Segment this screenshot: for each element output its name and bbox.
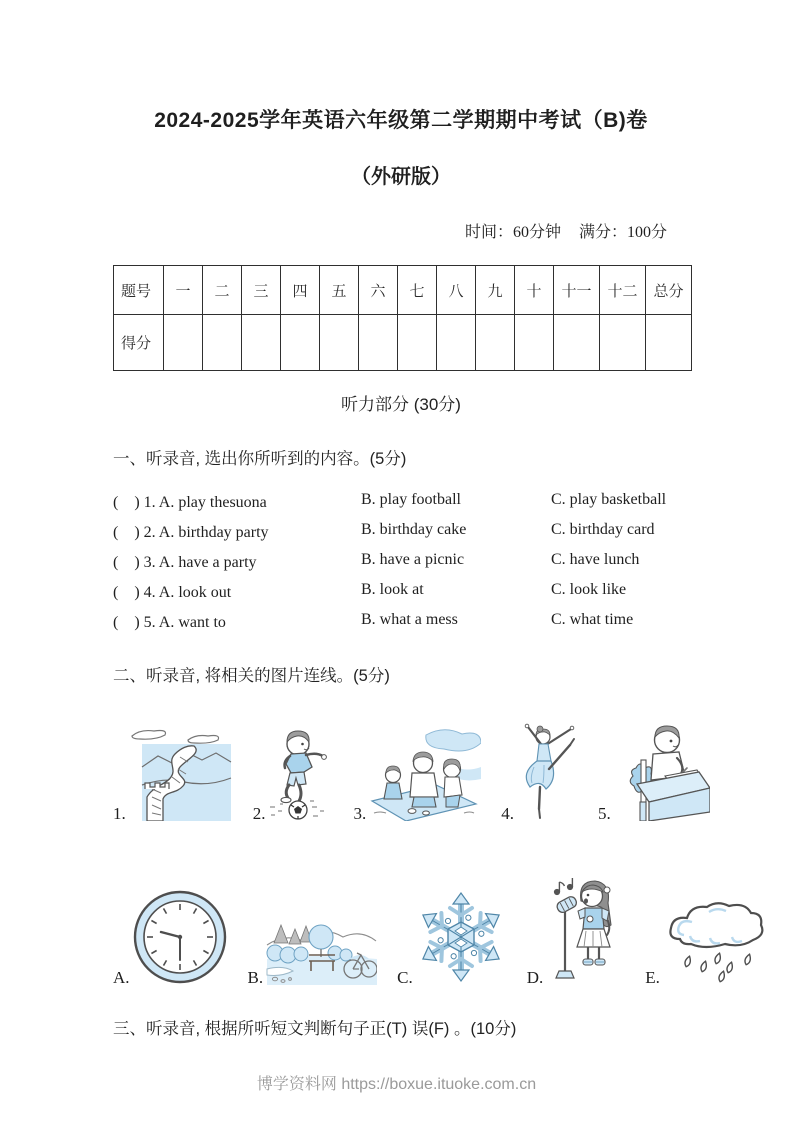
picture-item-5	[598, 720, 710, 821]
boy-playing-football-image	[268, 727, 334, 821]
section-1-heading: 一、听录音, 选出你所听到的内容。(5分)	[113, 450, 407, 468]
answer-blank: ( )	[113, 553, 144, 571]
mc-option-c: C. birthday card	[551, 521, 655, 538]
exam-full-score: 满分：100分	[578, 224, 667, 241]
footer-watermark: 博学资料网 https://boxue.ituoke.com.cn	[256, 1076, 537, 1093]
item-number: 2.	[143, 523, 156, 541]
picture-row-lettered	[113, 877, 689, 985]
col-header: 二	[203, 266, 242, 315]
picture-item-4	[501, 721, 578, 821]
score-table-score-row	[114, 315, 692, 371]
picture-item-D	[527, 877, 626, 985]
picture-item-E	[645, 899, 770, 985]
score-cell	[646, 315, 692, 371]
picture-item-A	[113, 889, 228, 985]
picture-row-numbered	[113, 720, 689, 821]
col-header: 九	[476, 266, 515, 315]
picture-item-1	[113, 727, 233, 821]
score-table-header-row	[114, 266, 692, 315]
mc-option-b: B. look at	[361, 581, 424, 598]
col-header: 五	[320, 266, 359, 315]
mc-option-a: ( ) 2. A. birthday party	[113, 523, 269, 541]
item-number: 1.	[143, 493, 156, 511]
rain-cloud-image	[662, 899, 770, 985]
mc-option-a: ( ) 5. A. want to	[113, 613, 226, 631]
score-row-label: 得分	[114, 315, 164, 371]
mc-option-c: C. what time	[551, 611, 634, 628]
col-header: 八	[437, 266, 476, 315]
exam-time: 时间：60分钟	[464, 224, 561, 241]
picture-label: 5.	[598, 804, 611, 823]
col-header: 十	[515, 266, 554, 315]
mc-option-a: ( ) 4. A. look out	[113, 583, 232, 601]
student-writing-at-desk-image	[613, 720, 710, 821]
picture-label: B.	[247, 968, 264, 987]
picture-label: 1.	[113, 804, 126, 823]
picture-label: 4.	[501, 804, 514, 823]
col-header: 六	[359, 266, 398, 315]
clock-image	[132, 889, 228, 985]
score-cell	[359, 315, 398, 371]
score-cell	[242, 315, 281, 371]
mc-option-c: C. play basketball	[551, 491, 667, 508]
picture-item-2	[253, 727, 334, 821]
girl-singing-image	[545, 877, 625, 985]
score-table	[113, 265, 692, 371]
picture-item-C	[397, 889, 507, 985]
score-cell	[554, 315, 600, 371]
score-cell	[476, 315, 515, 371]
score-cell	[320, 315, 359, 371]
mc-option-a: ( ) 3. A. have a party	[113, 553, 257, 571]
family-picnic-image	[368, 727, 481, 821]
picture-label: D.	[526, 968, 544, 987]
item-number: 5.	[143, 613, 156, 631]
answer-blank: ( )	[113, 493, 144, 511]
mc-option-b: B. what a mess	[361, 611, 458, 628]
picture-item-B	[248, 909, 378, 985]
col-header: 四	[281, 266, 320, 315]
picture-item-3	[354, 727, 482, 821]
mc-option-b: B. play football	[361, 491, 461, 508]
item-number: 3.	[143, 553, 156, 571]
col-header: 三	[242, 266, 281, 315]
col-header: 十二	[600, 266, 646, 315]
mc-row	[113, 605, 689, 635]
listening-part-title: 听力部分 (30分)	[341, 395, 461, 414]
col-header: 一	[164, 266, 203, 315]
section-2-heading: 二、听录音, 将相关的图片连线。(5分)	[113, 667, 390, 685]
ballet-dancer-image	[516, 721, 578, 821]
score-cell	[281, 315, 320, 371]
mc-row	[113, 575, 689, 605]
picture-label: E.	[645, 968, 660, 987]
mc-option-b: B. have a picnic	[361, 551, 465, 568]
park-scene-image	[265, 909, 377, 985]
col-header: 十一	[554, 266, 600, 315]
picture-label: 2.	[252, 804, 266, 823]
section-3-heading: 三、听录音, 根据所听短文判断句子正(T) 误(F) 。(10分)	[113, 1020, 517, 1038]
mc-row	[113, 545, 689, 575]
mc-row	[113, 515, 689, 545]
page-title: 2024-2025学年英语六年级第二学期期中考试（B)卷	[154, 109, 648, 132]
item-number: 4.	[143, 583, 156, 601]
great-wall-image	[128, 727, 233, 821]
mc-option-b: B. birthday cake	[361, 521, 467, 538]
mc-option-c: C. have lunch	[551, 551, 640, 568]
exam-meta	[113, 219, 689, 242]
score-cell	[203, 315, 242, 371]
mc-option-c: C. look like	[551, 581, 627, 598]
score-cell	[398, 315, 437, 371]
score-cell	[600, 315, 646, 371]
picture-label: 3.	[353, 804, 367, 823]
question-1-list	[113, 485, 689, 635]
answer-blank: ( )	[113, 613, 144, 631]
mc-option-a: ( ) 1. A. play thesuona	[113, 493, 267, 511]
score-cell	[437, 315, 476, 371]
mc-row	[113, 485, 689, 515]
page-subtitle: （外研版）	[351, 166, 451, 188]
picture-label: A.	[113, 968, 130, 987]
col-header: 七	[398, 266, 437, 315]
score-cell	[515, 315, 554, 371]
answer-blank: ( )	[113, 523, 144, 541]
score-cell	[164, 315, 203, 371]
snowflake-image	[415, 889, 507, 985]
col-header: 题号	[114, 266, 164, 315]
col-header: 总分	[646, 266, 692, 315]
answer-blank: ( )	[113, 583, 144, 601]
picture-label: C.	[397, 968, 413, 987]
